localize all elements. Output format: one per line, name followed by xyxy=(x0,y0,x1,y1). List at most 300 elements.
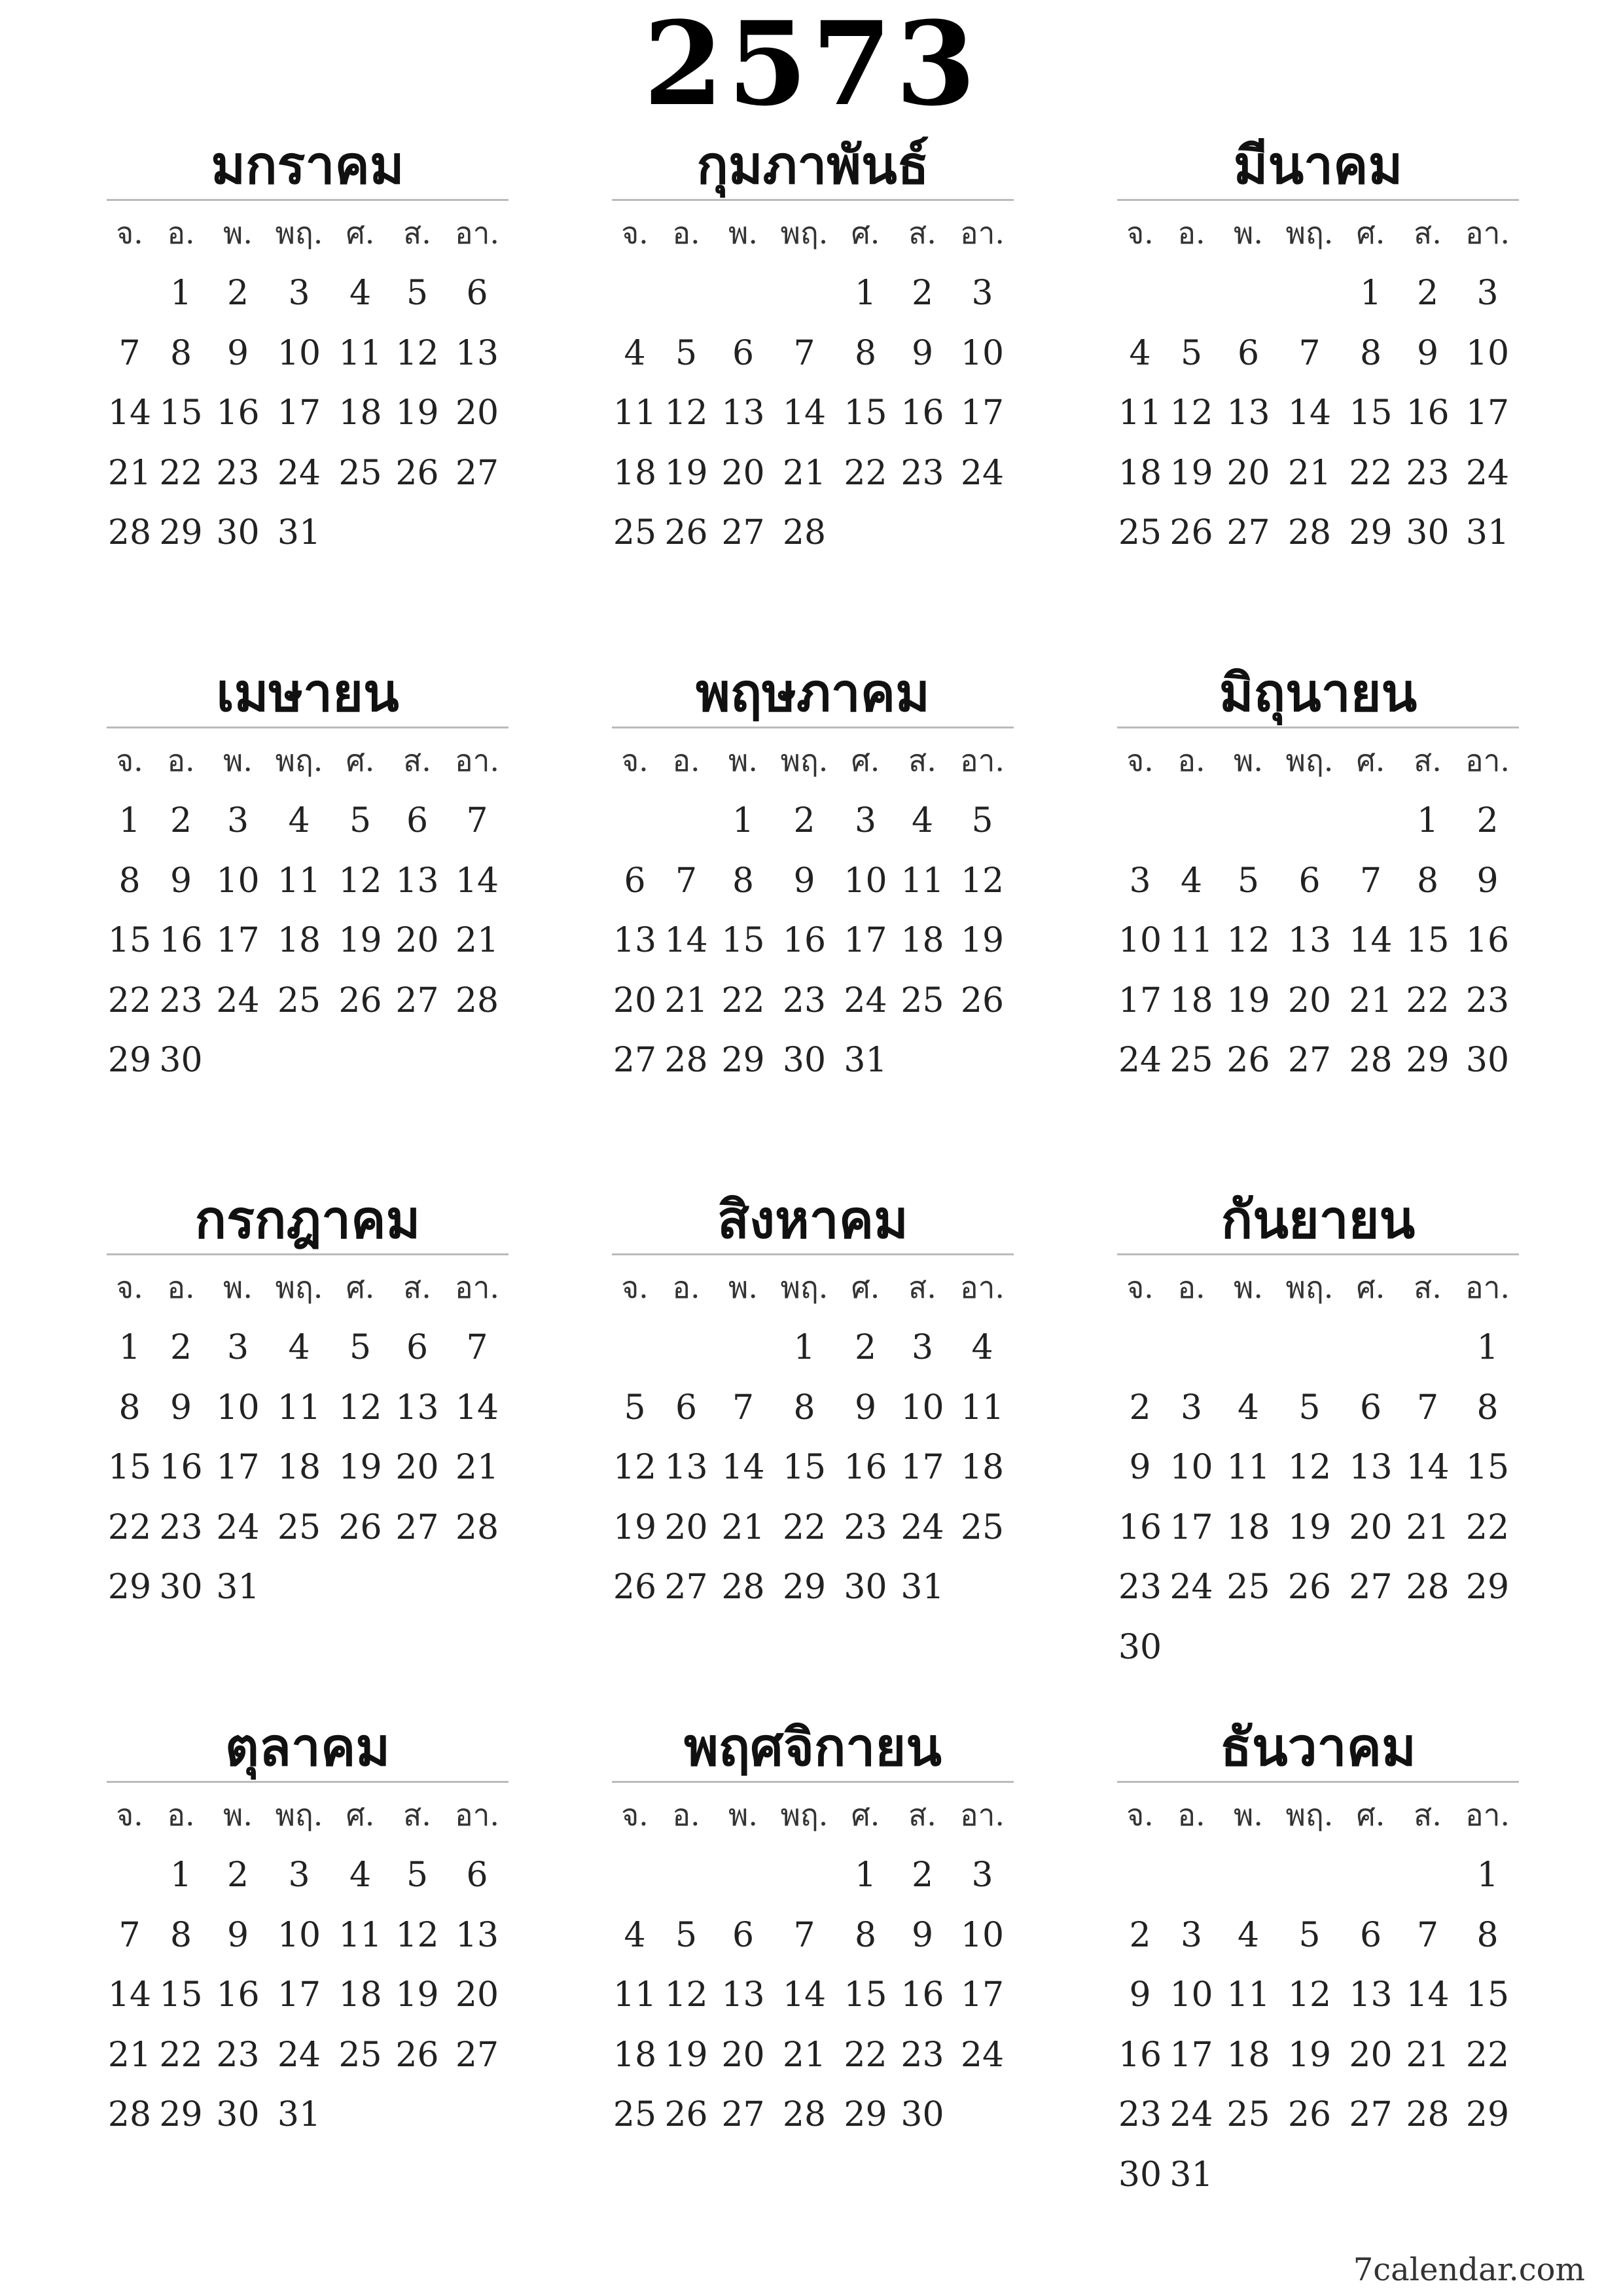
day-cell: 1 xyxy=(1359,274,1382,314)
day-cell: 11 xyxy=(1169,921,1213,961)
month-title: ธันวาคม xyxy=(1220,1716,1416,1778)
weekday-label: ศ. xyxy=(346,1270,375,1306)
weekday-label: พ. xyxy=(728,1797,758,1833)
day-cell: 15 xyxy=(721,921,765,961)
day-cell: 16 xyxy=(216,1975,260,2015)
day-cell: 16 xyxy=(159,921,203,961)
month-block xyxy=(107,1185,508,1617)
day-cell: 8 xyxy=(118,861,141,901)
day-cell: 11 xyxy=(338,333,382,373)
footer-watermark: 7calendar.com xyxy=(1353,2251,1585,2288)
day-cell: 2 xyxy=(1476,801,1499,841)
day-cell: 6 xyxy=(1298,861,1321,901)
day-cell: 30 xyxy=(844,1568,887,1607)
weekday-label: พ. xyxy=(1234,1797,1263,1833)
day-cell: 12 xyxy=(1226,921,1270,961)
day-cell: 10 xyxy=(960,1915,1005,1955)
day-cell: 8 xyxy=(1476,1915,1499,1955)
day-cell: 14 xyxy=(1406,1448,1450,1488)
day-cell: 12 xyxy=(395,333,439,373)
week-row xyxy=(107,1905,508,1965)
weekday-label: พ. xyxy=(223,1797,253,1833)
day-cell: 22 xyxy=(107,1507,152,1547)
week-row xyxy=(1117,1558,1519,1618)
day-cell: 15 xyxy=(844,1975,887,2015)
week-row xyxy=(107,264,508,324)
week-row xyxy=(612,1438,1014,1498)
day-cell: 9 xyxy=(911,333,934,373)
day-cell: 3 xyxy=(288,274,310,314)
day-cell: 17 xyxy=(277,1975,321,2015)
week-row xyxy=(612,384,1014,444)
day-cell: 13 xyxy=(664,1448,708,1488)
day-cell: 19 xyxy=(1226,980,1270,1020)
day-cell: 27 xyxy=(455,453,499,493)
day-cell: 14 xyxy=(107,1975,152,2015)
day-cell: 17 xyxy=(1169,2035,1213,2075)
month-divider xyxy=(612,199,1014,201)
day-cell: 9 xyxy=(226,333,249,373)
day-cell: 11 xyxy=(613,1975,657,2015)
day-cell: 5 xyxy=(1180,333,1203,373)
weekday-header-row xyxy=(612,731,1014,791)
day-cell: 9 xyxy=(911,1915,934,1955)
day-cell: 6 xyxy=(466,1856,488,1895)
weekday-label: พฤ. xyxy=(780,743,829,779)
day-cell: 29 xyxy=(1349,513,1393,553)
weekday-header-row xyxy=(1117,1785,1519,1846)
day-cell: 27 xyxy=(1349,2095,1393,2135)
weekday-label: อ. xyxy=(1177,215,1205,251)
day-cell: 10 xyxy=(1118,921,1162,961)
day-cell: 28 xyxy=(455,980,499,1020)
day-cell: 19 xyxy=(1287,2035,1332,2075)
day-cell: 8 xyxy=(169,1915,192,1955)
weekday-label: จ. xyxy=(1126,215,1154,251)
day-cell: 19 xyxy=(664,2035,708,2075)
day-cell: 8 xyxy=(854,333,877,373)
week-row xyxy=(1117,851,1519,911)
day-cell: 8 xyxy=(169,333,192,373)
day-cell: 31 xyxy=(1169,2155,1213,2195)
weekday-label: จ. xyxy=(621,215,649,251)
day-cell: 29 xyxy=(1406,1041,1450,1081)
day-cell: 30 xyxy=(1465,1041,1510,1081)
day-cell: 12 xyxy=(613,1448,657,1488)
week-row xyxy=(107,911,508,971)
week-row xyxy=(612,1558,1014,1618)
day-cell: 18 xyxy=(1169,980,1213,1020)
day-cell: 15 xyxy=(1465,1448,1510,1488)
month-divider xyxy=(1117,199,1519,201)
week-row xyxy=(107,971,508,1031)
day-cell: 3 xyxy=(288,1856,310,1895)
weekday-label: จ. xyxy=(621,1797,649,1833)
day-cell: 1 xyxy=(854,274,877,314)
day-cell: 30 xyxy=(901,2095,944,2135)
day-cell: 17 xyxy=(1169,1507,1213,1547)
day-cell: 17 xyxy=(216,921,260,961)
day-cell: 28 xyxy=(1406,2095,1450,2135)
day-cell: 9 xyxy=(1476,861,1499,901)
day-cell: 23 xyxy=(901,453,944,493)
day-cell: 7 xyxy=(1298,333,1321,373)
day-cell: 18 xyxy=(960,1448,1005,1488)
weekday-label: อา. xyxy=(454,215,500,251)
weekday-label: อ. xyxy=(167,743,195,779)
day-cell: 26 xyxy=(613,1568,657,1607)
weekday-label: พฤ. xyxy=(780,215,829,251)
day-cell: 6 xyxy=(675,1388,698,1427)
day-cell: 7 xyxy=(466,1328,488,1368)
day-cell: 28 xyxy=(1349,1041,1393,1081)
day-cell: 8 xyxy=(854,1915,877,1955)
day-cell: 23 xyxy=(159,1507,203,1547)
day-cell: 25 xyxy=(613,513,657,553)
day-cell: 5 xyxy=(349,801,372,841)
weekday-label: จ. xyxy=(116,1797,143,1833)
day-cell: 23 xyxy=(844,1507,887,1547)
day-cell: 29 xyxy=(159,513,203,553)
day-cell: 26 xyxy=(395,2035,439,2075)
weekday-label: พฤ. xyxy=(275,1270,323,1306)
day-cell: 20 xyxy=(1226,453,1270,493)
weekday-label: ศ. xyxy=(851,1797,880,1833)
day-cell: 4 xyxy=(1237,1388,1260,1427)
day-cell: 13 xyxy=(721,1975,765,2015)
day-cell: 1 xyxy=(118,801,141,841)
day-cell: 2 xyxy=(793,801,815,841)
day-cell: 22 xyxy=(844,453,887,493)
day-cell: 6 xyxy=(1359,1915,1382,1955)
week-row xyxy=(1117,1378,1519,1438)
day-cell: 10 xyxy=(901,1388,944,1427)
day-cell: 21 xyxy=(455,1448,499,1488)
day-cell: 5 xyxy=(406,1856,429,1895)
weekday-label: จ. xyxy=(621,743,649,779)
day-cell: 19 xyxy=(613,1507,657,1547)
week-row xyxy=(1117,264,1519,324)
day-cell: 5 xyxy=(675,333,698,373)
weekday-label: อา. xyxy=(959,743,1005,779)
day-cell: 26 xyxy=(395,453,439,493)
week-row xyxy=(612,443,1014,503)
day-cell: 30 xyxy=(159,1568,203,1607)
weekday-label: พ. xyxy=(223,215,253,251)
day-cell: 26 xyxy=(664,2095,708,2135)
week-row xyxy=(1117,1905,1519,1965)
month-divider xyxy=(107,199,508,201)
day-cell: 26 xyxy=(338,980,382,1020)
day-cell: 22 xyxy=(1406,980,1450,1020)
day-cell: 21 xyxy=(664,980,708,1020)
month-block xyxy=(612,131,1014,563)
weekday-label: อ. xyxy=(1177,1270,1205,1306)
weekday-label: อา. xyxy=(959,1270,1005,1306)
weekday-label: ส. xyxy=(1414,1270,1442,1306)
day-cell: 23 xyxy=(782,980,827,1020)
day-cell: 25 xyxy=(1169,1041,1213,1081)
weekday-label: อ. xyxy=(672,1270,700,1306)
day-cell: 12 xyxy=(960,861,1005,901)
weekday-label: ส. xyxy=(1414,215,1442,251)
week-row xyxy=(107,1498,508,1558)
day-cell: 15 xyxy=(107,921,152,961)
day-cell: 2 xyxy=(1416,274,1439,314)
day-cell: 2 xyxy=(854,1328,877,1368)
month-divider xyxy=(612,1253,1014,1255)
weekday-label: อา. xyxy=(454,1270,500,1306)
weekday-label: อ. xyxy=(672,1797,700,1833)
day-cell: 21 xyxy=(782,2035,827,2075)
day-cell: 29 xyxy=(782,1568,827,1607)
week-row xyxy=(1117,2145,1519,2205)
weekday-label: พฤ. xyxy=(1285,1270,1334,1306)
weekday-label: อา. xyxy=(959,1797,1005,1833)
day-cell: 9 xyxy=(1129,1975,1151,2015)
weekday-label: ส. xyxy=(908,1797,936,1833)
month-divider xyxy=(107,726,508,728)
day-cell: 17 xyxy=(1465,393,1510,433)
day-cell: 21 xyxy=(1406,1507,1450,1547)
day-cell: 16 xyxy=(1118,2035,1162,2075)
day-cell: 16 xyxy=(844,1448,887,1488)
day-cell: 25 xyxy=(338,2035,382,2075)
day-cell: 20 xyxy=(721,2035,765,2075)
day-cell: 17 xyxy=(1118,980,1162,1020)
day-cell: 11 xyxy=(338,1915,382,1955)
day-cell: 28 xyxy=(1406,1568,1450,1607)
day-cell: 10 xyxy=(216,861,260,901)
day-cell: 6 xyxy=(1237,333,1260,373)
weekday-label: พฤ. xyxy=(780,1797,829,1833)
month-divider xyxy=(612,1781,1014,1783)
month-block xyxy=(107,658,508,1090)
day-cell: 2 xyxy=(1129,1915,1151,1955)
day-cell: 26 xyxy=(1226,1041,1270,1081)
day-cell: 16 xyxy=(1465,921,1510,961)
day-cell: 12 xyxy=(395,1915,439,1955)
day-cell: 1 xyxy=(854,1856,877,1895)
day-cell: 2 xyxy=(911,1856,934,1895)
day-cell: 23 xyxy=(1465,980,1510,1020)
week-row xyxy=(107,791,508,852)
day-cell: 27 xyxy=(395,980,439,1020)
day-cell: 30 xyxy=(216,513,260,553)
weekday-label: พฤ. xyxy=(275,215,323,251)
day-cell: 19 xyxy=(1169,453,1213,493)
day-cell: 17 xyxy=(960,393,1005,433)
day-cell: 22 xyxy=(107,980,152,1020)
week-row xyxy=(1117,1965,1519,2026)
day-cell: 16 xyxy=(1118,1507,1162,1547)
weekday-label: จ. xyxy=(116,1270,143,1306)
day-cell: 22 xyxy=(1465,1507,1510,1547)
day-cell: 31 xyxy=(844,1041,887,1081)
day-cell: 26 xyxy=(664,513,708,553)
day-cell: 29 xyxy=(107,1041,152,1081)
day-cell: 3 xyxy=(1476,274,1499,314)
weekday-label: ศ. xyxy=(346,743,375,779)
week-row xyxy=(612,2025,1014,2085)
day-cell: 3 xyxy=(854,801,877,841)
month-title: มีนาคม xyxy=(1233,134,1403,196)
day-cell: 26 xyxy=(338,1507,382,1547)
month-divider xyxy=(1117,726,1519,728)
day-cell: 24 xyxy=(960,2035,1005,2075)
day-cell: 27 xyxy=(1349,1568,1393,1607)
week-row xyxy=(107,1438,508,1498)
week-row xyxy=(107,2025,508,2085)
day-cell: 9 xyxy=(226,1915,249,1955)
day-cell: 24 xyxy=(1169,1568,1213,1607)
day-cell: 1 xyxy=(732,801,755,841)
weekday-label: ส. xyxy=(1414,743,1442,779)
day-cell: 24 xyxy=(216,980,260,1020)
day-cell: 9 xyxy=(854,1388,877,1427)
day-cell: 14 xyxy=(721,1448,765,1488)
day-cell: 24 xyxy=(277,453,321,493)
day-cell: 14 xyxy=(1287,393,1332,433)
day-cell: 16 xyxy=(1406,393,1450,433)
day-cell: 7 xyxy=(793,333,815,373)
week-row xyxy=(107,851,508,911)
day-cell: 29 xyxy=(844,2095,887,2135)
day-cell: 15 xyxy=(159,393,203,433)
month-title: ตุลาคม xyxy=(224,1716,391,1778)
week-row xyxy=(107,1318,508,1378)
day-cell: 1 xyxy=(793,1328,815,1368)
day-cell: 17 xyxy=(277,393,321,433)
weekday-label: อ. xyxy=(672,215,700,251)
month-title: มกราคม xyxy=(211,134,404,196)
weekday-label: ศ. xyxy=(346,1797,375,1833)
week-row xyxy=(612,264,1014,324)
month-title: สิงหาคม xyxy=(717,1189,908,1250)
weekday-label: จ. xyxy=(116,743,143,779)
week-row xyxy=(1117,791,1519,852)
day-cell: 14 xyxy=(664,921,708,961)
day-cell: 1 xyxy=(1416,801,1439,841)
day-cell: 16 xyxy=(216,393,260,433)
day-cell: 5 xyxy=(971,801,993,841)
day-cell: 3 xyxy=(971,274,993,314)
day-cell: 7 xyxy=(675,861,698,901)
week-row xyxy=(612,2085,1014,2145)
day-cell: 20 xyxy=(395,921,439,961)
day-cell: 28 xyxy=(664,1041,708,1081)
day-cell: 3 xyxy=(1129,861,1151,901)
day-cell: 30 xyxy=(216,2095,260,2135)
weekday-label: อ. xyxy=(1177,1797,1205,1833)
day-cell: 4 xyxy=(911,801,934,841)
day-cell: 18 xyxy=(338,1975,382,2015)
day-cell: 24 xyxy=(277,2035,321,2075)
day-cell: 2 xyxy=(169,1328,192,1368)
weekday-label: อ. xyxy=(672,743,700,779)
weekday-label: อา. xyxy=(454,1797,500,1833)
day-cell: 30 xyxy=(1406,513,1450,553)
weekday-label: พ. xyxy=(1234,743,1263,779)
weekday-label: พ. xyxy=(223,1270,253,1306)
month-block xyxy=(1117,131,1519,563)
day-cell: 24 xyxy=(1118,1041,1162,1081)
day-cell: 17 xyxy=(901,1448,944,1488)
day-cell: 12 xyxy=(1169,393,1213,433)
weekday-label: พ. xyxy=(728,215,758,251)
day-cell: 18 xyxy=(1226,2035,1270,2075)
day-cell: 22 xyxy=(721,980,765,1020)
day-cell: 22 xyxy=(1349,453,1393,493)
day-cell: 13 xyxy=(1287,921,1332,961)
day-cell: 16 xyxy=(901,1975,944,2015)
day-cell: 19 xyxy=(960,921,1005,961)
day-cell: 9 xyxy=(793,861,815,901)
weekday-label: ศ. xyxy=(346,215,375,251)
day-cell: 25 xyxy=(901,980,944,1020)
day-cell: 17 xyxy=(960,1975,1005,2015)
day-cell: 4 xyxy=(1129,333,1151,373)
day-cell: 11 xyxy=(1118,393,1162,433)
weekday-label: พฤ. xyxy=(275,1797,323,1833)
day-cell: 31 xyxy=(277,513,321,553)
day-cell: 25 xyxy=(277,980,321,1020)
month-title: กรกฎาคม xyxy=(194,1189,421,1250)
month-title: พฤศจิกายน xyxy=(684,1716,942,1778)
day-cell: 15 xyxy=(107,1448,152,1488)
day-cell: 26 xyxy=(1287,2095,1332,2135)
day-cell: 20 xyxy=(1349,2035,1393,2075)
day-cell: 20 xyxy=(455,393,499,433)
day-cell: 21 xyxy=(1349,980,1393,1020)
day-cell: 8 xyxy=(1476,1388,1499,1427)
day-cell: 27 xyxy=(721,2095,765,2135)
day-cell: 21 xyxy=(107,2035,152,2075)
weekday-label: พ. xyxy=(728,1270,758,1306)
weekday-label: อา. xyxy=(454,743,500,779)
day-cell: 29 xyxy=(721,1041,765,1081)
day-cell: 18 xyxy=(1226,1507,1270,1547)
weekday-label: อา. xyxy=(1465,1797,1510,1833)
day-cell: 8 xyxy=(1416,861,1439,901)
week-row xyxy=(107,323,508,384)
day-cell: 5 xyxy=(1298,1388,1321,1427)
day-cell: 14 xyxy=(455,1388,499,1427)
day-cell: 14 xyxy=(782,1975,827,2015)
month-block xyxy=(107,131,508,563)
week-row xyxy=(107,1846,508,1906)
day-cell: 25 xyxy=(960,1507,1005,1547)
day-cell: 4 xyxy=(1180,861,1203,901)
day-cell: 31 xyxy=(901,1568,944,1607)
day-cell: 8 xyxy=(793,1388,815,1427)
day-cell: 19 xyxy=(395,1975,439,2015)
weekday-header-row xyxy=(107,1785,508,1846)
day-cell: 4 xyxy=(624,333,646,373)
day-cell: 24 xyxy=(901,1507,944,1547)
week-row xyxy=(107,2085,508,2145)
day-cell: 23 xyxy=(216,453,260,493)
day-cell: 17 xyxy=(216,1448,260,1488)
week-row xyxy=(1117,1438,1519,1498)
day-cell: 18 xyxy=(613,2035,657,2075)
day-cell: 9 xyxy=(1129,1448,1151,1488)
day-cell: 15 xyxy=(1349,393,1393,433)
day-cell: 13 xyxy=(395,1388,439,1427)
day-cell: 19 xyxy=(395,393,439,433)
month-divider xyxy=(107,1781,508,1783)
weekday-label: พ. xyxy=(1234,1270,1263,1306)
